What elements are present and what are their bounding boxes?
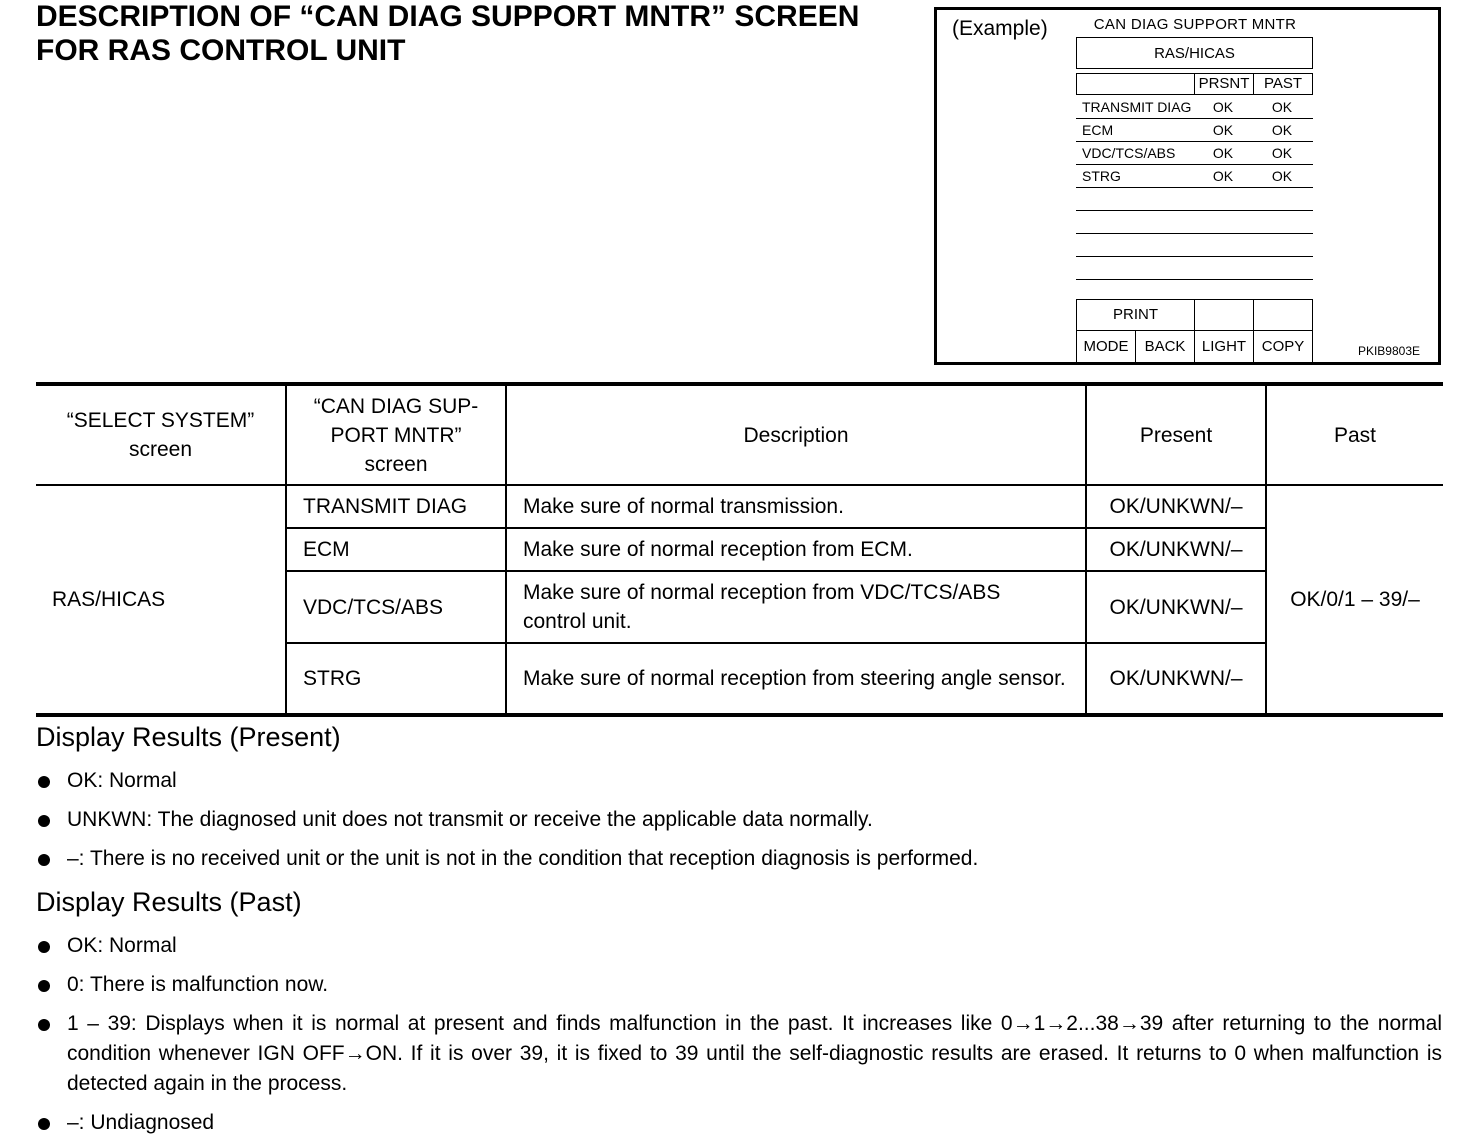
description-table <box>36 382 1443 717</box>
present-results-heading: Display Results (Present) <box>36 722 341 752</box>
header-description: Description <box>506 384 1086 485</box>
page-title <box>36 0 926 68</box>
list-item: –: Undiagnosed <box>36 1108 1442 1138</box>
description-cell: Make sure of normal reception from ECM. <box>506 528 1086 571</box>
example-row-past: OK <box>1271 99 1293 115</box>
example-row-present: OK <box>1212 168 1234 184</box>
example-blank-button <box>1195 300 1254 330</box>
list-item: OK: Normal <box>36 931 1442 961</box>
example-blank-button <box>1254 300 1312 330</box>
item-cell: STRG <box>286 643 506 715</box>
header-select-system: “SELECT SYSTEM” screen <box>36 384 286 485</box>
example-row-past: OK <box>1271 168 1293 184</box>
example-print-row <box>1076 299 1313 331</box>
example-col-past: PAST <box>1263 75 1303 92</box>
example-system-name: RAS/HICAS <box>1076 37 1313 69</box>
past-results-heading: Display Results (Past) <box>36 887 302 917</box>
example-row-past: OK <box>1271 122 1293 138</box>
example-screen <box>1076 37 1313 363</box>
example-empty-row <box>1076 257 1313 280</box>
example-row-present: OK <box>1212 122 1234 138</box>
header-past: Past <box>1266 384 1443 485</box>
past-cell: OK/0/1 – 39/– <box>1266 485 1443 715</box>
example-copy-button[interactable]: COPY <box>1261 338 1305 355</box>
example-light-button[interactable]: LIGHT <box>1195 331 1254 362</box>
item-cell: TRANSMIT DIAG <box>286 485 506 528</box>
example-row <box>1076 119 1313 142</box>
description-cell: Make sure of normal transmission. <box>506 485 1086 528</box>
example-row-item: VDC/TCS/ABS <box>1082 145 1176 161</box>
present-cell: OK/UNKWN/– <box>1086 528 1266 571</box>
example-row-item: ECM <box>1082 122 1114 138</box>
example-mode-button[interactable]: MODE <box>1077 331 1136 362</box>
list-item: UNKWN: The diagnosed unit does not transmit or receive the applicable data normally. <box>36 805 1442 835</box>
title-line-1: DESCRIPTION OF “CAN DIAG SUPPORT MNTR” SCREEN <box>36 0 860 33</box>
example-empty-row <box>1076 211 1313 234</box>
list-item: OK: Normal <box>36 766 1442 796</box>
example-empty-row <box>1076 234 1313 257</box>
example-illustration <box>934 7 1441 365</box>
example-column-header <box>1076 73 1313 95</box>
example-row-item: TRANSMIT DIAG <box>1082 99 1192 115</box>
system-cell: RAS/HICAS <box>36 485 286 715</box>
header-present: Present <box>1086 384 1266 485</box>
example-label: (Example) <box>952 17 1048 40</box>
present-cell: OK/UNKWN/– <box>1086 485 1266 528</box>
past-results-list <box>36 931 1442 1138</box>
example-row-item: STRG <box>1082 168 1121 184</box>
example-row-present: OK <box>1212 99 1234 115</box>
image-code: PKIB9803E <box>1357 344 1420 358</box>
example-row-past: OK <box>1271 145 1293 161</box>
table-row <box>36 485 1443 528</box>
example-col-present: PRSNT <box>1198 75 1250 92</box>
screen-caption: CAN DIAG SUPPORT MNTR <box>1093 16 1297 33</box>
header-can-diag: “CAN DIAG SUP-PORT MNTR” screen <box>286 384 506 485</box>
description-cell: Make sure of normal reception from VDC/TCS/ABS control unit. <box>506 571 1086 643</box>
example-print-button[interactable]: PRINT <box>1077 300 1195 330</box>
example-back-button[interactable]: BACK <box>1136 331 1195 362</box>
list-item: 0: There is malfunction now. <box>36 970 1442 1000</box>
example-button-row <box>1076 331 1313 363</box>
present-results-list <box>36 766 1442 874</box>
example-empty-row <box>1076 188 1313 211</box>
table-header-row <box>36 384 1443 485</box>
display-results-notes <box>36 718 1442 1147</box>
description-cell: Make sure of normal reception from steering angle sensor. <box>506 643 1086 715</box>
example-row <box>1076 165 1313 188</box>
list-item: –: There is no received unit or the unit is not in the condition that reception diagnosis is performed. <box>36 844 1442 874</box>
present-cell: OK/UNKWN/– <box>1086 643 1266 715</box>
title-line-2: FOR RAS CONTROL UNIT <box>36 34 406 67</box>
example-row <box>1076 142 1313 165</box>
example-row-present: OK <box>1212 145 1234 161</box>
item-cell: VDC/TCS/ABS <box>286 571 506 643</box>
present-cell: OK/UNKWN/– <box>1086 571 1266 643</box>
list-item: 1 – 39: Displays when it is normal at present and finds malfunction in the past. It increases like 0→1→2...38→39 after returning to the normal condition whenever IGN OFF→ON. If it is over 39, it is fixed to 39 until the self-diagnostic results are erased. It returns to 0 when malfunction is detected again in the process. <box>36 1009 1442 1099</box>
example-row <box>1076 96 1313 119</box>
item-cell: ECM <box>286 528 506 571</box>
